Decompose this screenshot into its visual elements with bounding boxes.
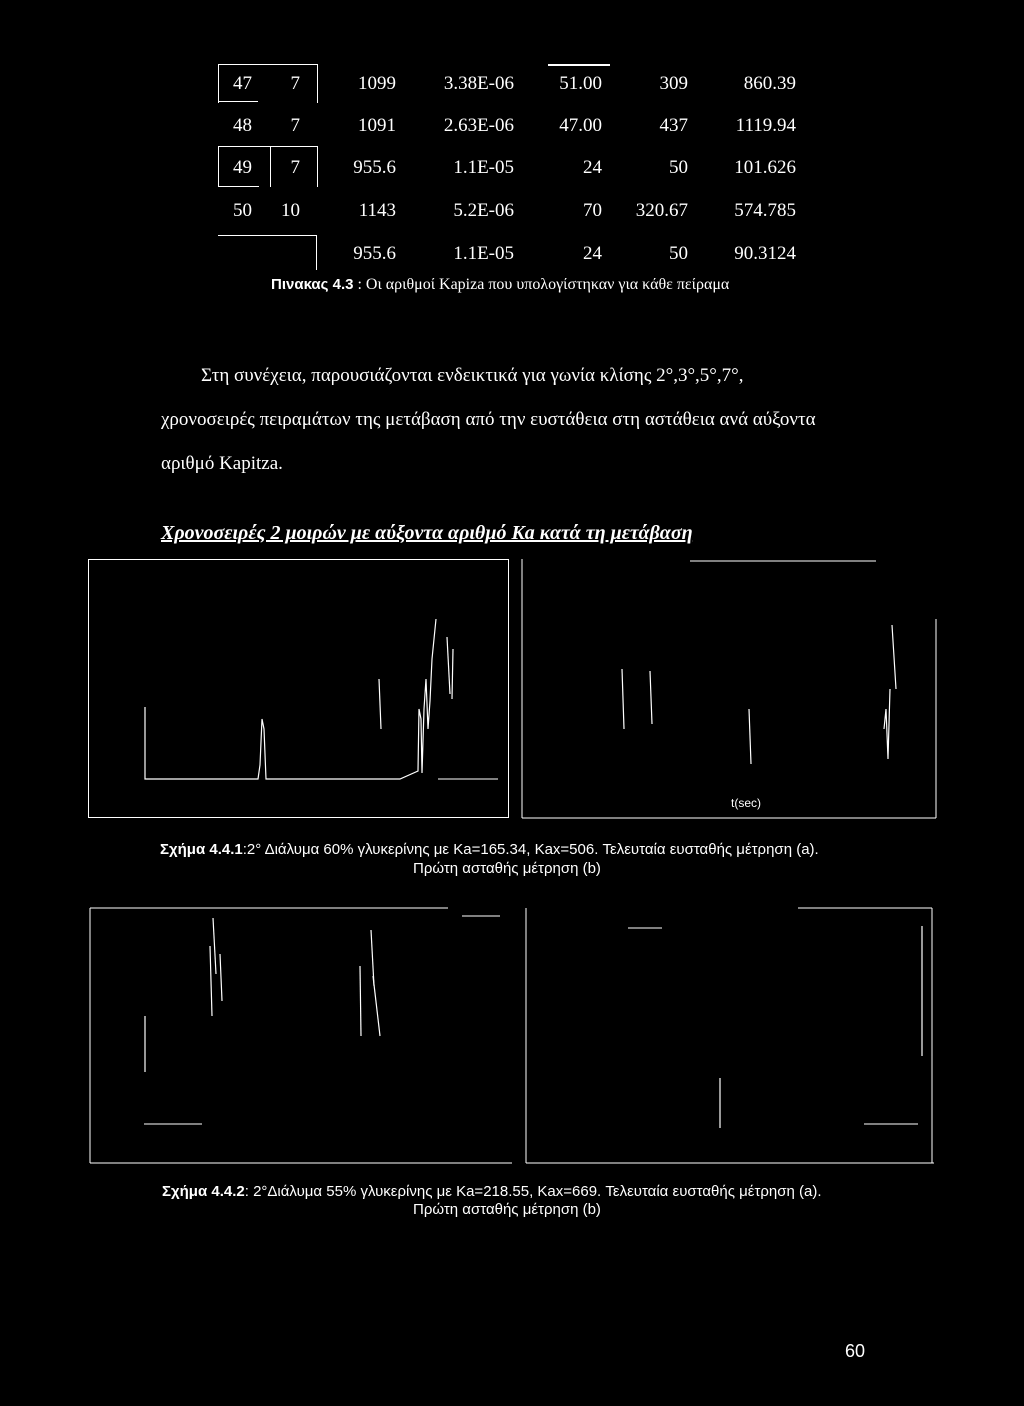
figure-4-4-1-caption-text: :2° Διάλυμα 60% γλυκερίνης με Ka=165.34, Kax=506. Τελευταία ευσταθής μέτρηση (a).: [242, 841, 819, 858]
table-cell: 1.1E-05: [453, 243, 514, 264]
table-cell: 320.67: [635, 200, 688, 221]
signal-spike: [379, 679, 381, 729]
table-rule: [218, 146, 316, 147]
table-cell: 50: [669, 157, 688, 178]
table-cell: 309: [659, 73, 688, 94]
timeseries-plot-a: [88, 559, 510, 820]
table-cell: 48: [233, 115, 252, 136]
table-cell: 955.6: [353, 157, 396, 178]
signal-trace: [145, 619, 436, 779]
figure-4-4-1-caption-line-2: Πρώτη ασταθής μέτρηση (b): [413, 860, 601, 877]
table-rule: [218, 235, 316, 236]
table-cell: 50: [669, 243, 688, 264]
intro-line-2: χρονοσειρές πειραμάτων της μετάβαση από την ευστάθεια στη αστάθεια ανά αύξοντα: [161, 409, 816, 430]
section-heading: Χρονοσειρές 2 μοιρών με αύξοντα αριθμό Ka κατά τη μετάβαση: [161, 522, 693, 544]
signal-spike: [622, 669, 624, 729]
table-cell: 437: [659, 115, 688, 136]
table-rule: [218, 101, 258, 102]
figure-4-4-1-label: Σχήμα 4.4.1: [160, 841, 243, 858]
table-cell: 7: [290, 115, 300, 136]
signal-spike: [220, 954, 222, 1001]
signal-spike: [892, 625, 896, 689]
table-cell: 574.785: [734, 200, 796, 221]
time-axis-label: t(sec): [731, 796, 761, 810]
timeseries-plot-c: [88, 906, 514, 1165]
table-cell: 1099: [358, 73, 396, 94]
timeseries-plot-d: [524, 906, 938, 1165]
plot-c-svg: [88, 906, 514, 1165]
signal-trace: [884, 689, 890, 759]
table-cell: 1119.94: [735, 115, 796, 136]
table-cell: 90.3124: [734, 243, 796, 264]
table-cell: 1143: [358, 200, 396, 221]
figure-4-4-2-label: Σχήμα 4.4.2: [162, 1183, 245, 1200]
table-cell: 10: [281, 200, 300, 221]
table-cell: 955.6: [353, 243, 396, 264]
figure-4-4-2-caption-text: : 2°Διάλυμα 55% γλυκερίνης με Ka=218.55, Kax=669. Τελευταία ευσταθής μέτρηση (a).: [244, 1183, 822, 1200]
signal-spike: [447, 637, 450, 694]
intro-line-1: Στη συνέχεια, παρουσιάζονται ενδεικτικά για γωνία κλίσης 2°,3°,5°,7°,: [201, 365, 744, 386]
figure-4-4-2-caption-line-2: Πρώτη ασταθής μέτρηση (b): [413, 1201, 601, 1218]
table-cell: 2.63E-06: [443, 115, 514, 136]
table-cell: 1091: [358, 115, 396, 136]
signal-spike: [452, 649, 453, 699]
signal-spike: [650, 671, 652, 724]
table-cell: 47: [233, 73, 252, 94]
table-rule: [316, 235, 317, 270]
table-cell: 51.00: [559, 73, 602, 94]
table-cell: 24: [583, 243, 602, 264]
table-cell: 50: [233, 200, 252, 221]
plot-a-svg: [88, 559, 510, 820]
signal-spike: [373, 976, 380, 1036]
table-cell: 49: [233, 157, 252, 178]
table-cell: 1.1E-05: [453, 157, 514, 178]
table-cell: 101.626: [734, 157, 796, 178]
table-cell: 5.2E-06: [453, 200, 514, 221]
plot-b-svg: [520, 559, 940, 820]
table-cell: 860.39: [743, 73, 796, 94]
table-rule: [548, 64, 610, 66]
signal-spike: [213, 918, 216, 974]
table-caption-text: : Οι αριθμοί Kapiza που υπολογίστηκαν για κάθε πείραμα: [353, 276, 730, 293]
signal-spike: [749, 709, 751, 764]
signal-spike: [210, 946, 212, 1016]
signal-spike: [360, 966, 361, 1036]
timeseries-plot-b: [520, 559, 940, 820]
table-cell: 3.38E-06: [443, 73, 514, 94]
page-number: 60: [845, 1341, 866, 1361]
intro-line-3: αριθμό Kapitza.: [161, 453, 283, 474]
table-cell: 70: [583, 200, 602, 221]
table-caption-label: Πινακας 4.3: [271, 276, 354, 293]
table-cell: 7: [290, 73, 300, 94]
table-cell: 24: [583, 157, 602, 178]
plot-d-svg: [524, 906, 938, 1165]
table-cell: 47.00: [559, 115, 602, 136]
table-cell: 7: [290, 157, 300, 178]
table-caption: [271, 274, 729, 296]
